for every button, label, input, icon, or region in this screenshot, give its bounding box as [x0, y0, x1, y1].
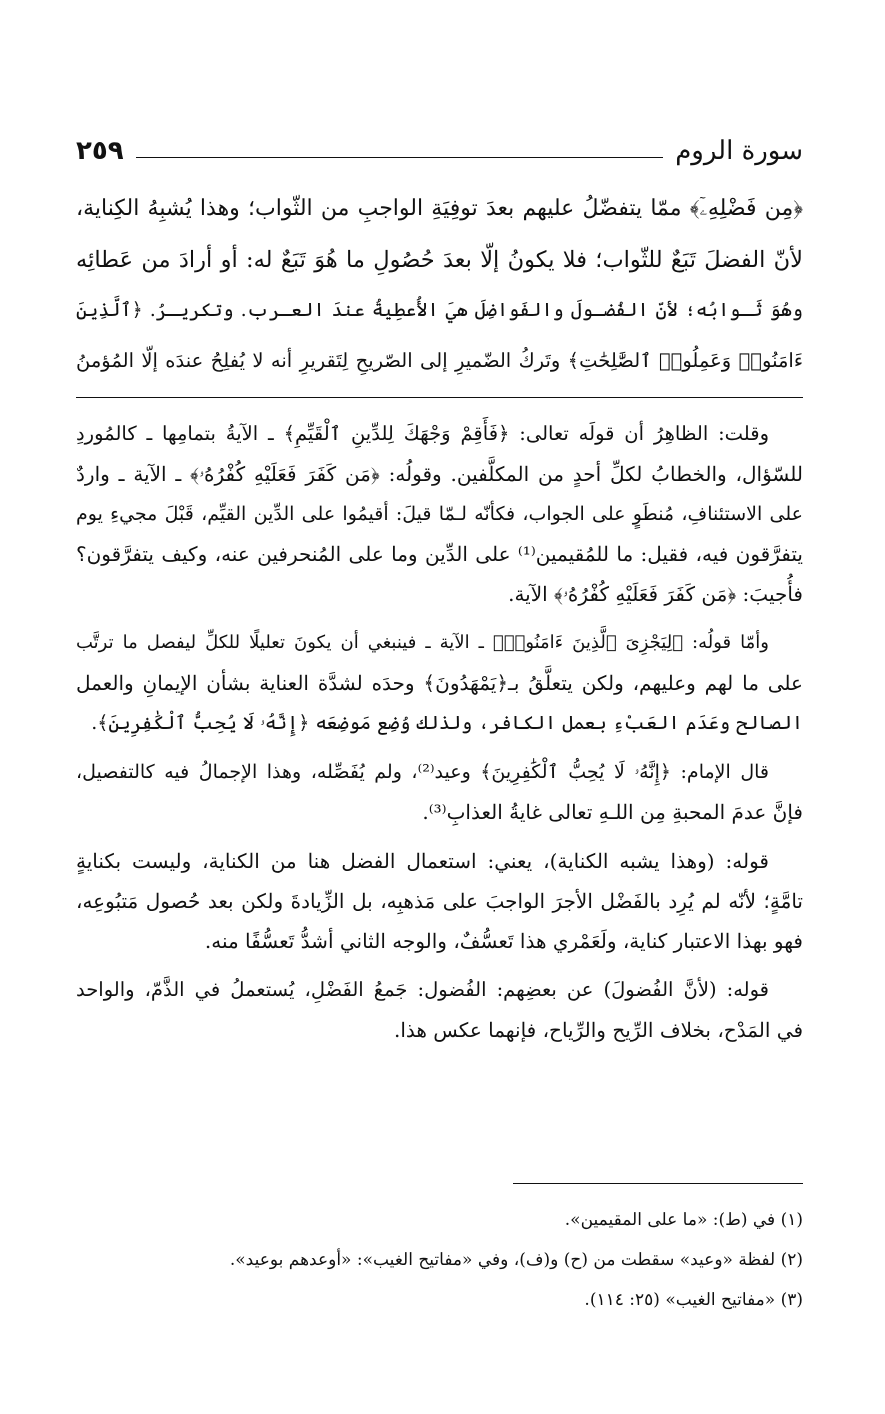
- footnote-rule: [513, 1183, 803, 1184]
- paragraph-line: فإنَّ عدمَ المحبةِ مِن اللـهِ تعالى غايةُ العذابِ⁽³⁾.: [422, 800, 803, 824]
- paragraph-line: على الاستئنافِ، مُنطَوٍ على الجواب، فكأنّه لـمّا قيلَ: أقيمُوا على الدِّين القيِّم، قَبْلَ مجيءِ يوم: [76, 503, 803, 525]
- quote-line: لأنّ الفضلَ تَبَعٌ للثّواب؛ فلا يكونُ إلّا بعدَ حُصُولِ ما هُوَ تَبَعٌ له: أو أرادَ من عَطائِه: [76, 246, 803, 273]
- paragraph-line: قوله: (وهذا يشبه الكناية)، يعني: استعمال الفضل هنا من الكناية، وليست بكنايةٍ: [76, 849, 769, 873]
- commentary-paragraph: [76, 970, 803, 1050]
- commentary-paragraph: [76, 623, 803, 743]
- surah-title: سورة الروم: [675, 136, 803, 166]
- commentary-paragraph: [76, 841, 803, 961]
- quote-line: وهُوَ ثَـوابُه؛ لأنّ الفُضـولَ والفَواضِلَ هيَ الأُعطِيةُ عندَ العـرب. وتكريـرُ. ﴿ٱلَّذِينَ: [76, 299, 803, 321]
- paragraph-line: تامَّةٍ؛ لأنّه لم يُرِد بالفَضْل الأجرَ الواجبَ على مَذهبِه، بل الزِّيادةَ ولكن بعد حُصول مَتبُوعِه،: [76, 889, 803, 913]
- footnote-1: (١) في (ط): «ما على المقيمين».: [564, 1210, 803, 1230]
- commentary-paragraph: [76, 414, 803, 614]
- quoted-text-block: [76, 184, 803, 386]
- paragraph-line: فأُجيبَ: ﴿مَن كَفَرَ فَعَلَيْهِ كُفْرُهُۥ﴾ الآية.: [508, 582, 803, 606]
- paragraph-line: فهو بهذا الاعتبار كناية، ولَعَمْري هذا تَعسُّفٌ، والوجه الثاني أشدُّ تَعسُّفًا منه.: [204, 929, 803, 953]
- paragraph-line: قوله: (لأنَّ الفُضولَ) عن بعضِهم: الفُضول: جَمعُ الفَضْلِ، يُستعملُ في الذَّمّ، والواحد: [76, 978, 769, 1001]
- page-header: [76, 126, 803, 166]
- paragraph-line: وأمّا قولُه: ﴿لِيَجْزِىَ ٱلَّذِينَ ءَامَنُوا۟﴾ ـ الآية ـ فينبغي أن يكونَ تعليلًا للكلِّ ليفصل ما ترتَّب: [76, 632, 769, 653]
- quote-line: ﴿مِن فَضْلِهِۦٓ﴾ ممّا يتفضّلُ عليهم بعدَ توفِيَةِ الواجبِ من الثّواب؛ وهذا يُشبِهُ الكِناية،: [76, 196, 803, 221]
- section-divider: [76, 397, 803, 398]
- footnote-2: (٢) لفظة «وعيد» سقطت من (ح) و(ف)، وفي «مفاتيح الغيب»: «أوعدهم بوعيد».: [229, 1250, 803, 1270]
- header-rule: [136, 157, 664, 158]
- quote-line: ءَامَنُوا۟ وَعَمِلُوا۟ ٱلصَّٰلِحَٰتِ﴾ وتَركُ الضّميرِ إلى الصّريحِ لِتَقريرِ أنه لا يُفلِحُ عندَه إلّا المُؤمنُ: [76, 348, 803, 372]
- paragraph-line: على ما لهم وعليهم، ولكن يتعلَّقُ بـ﴿يَمْهَدُونَ﴾ وحدَه لشدَّة العناية بشأن الإيمانِ والعمل: [76, 671, 803, 695]
- paragraph-line: الصالح وعَدَم العَبْءِ بعمل الكافر، ولذلك وُضِع مَوضِعَه ﴿إِنَّهُۥ لَا يُحِبُّ ٱلْكَٰفِرِينَ﴾.: [91, 712, 803, 734]
- commentary-block: [76, 414, 803, 1059]
- paragraph-line: يتفرَّقون فيه، فقيل: ما للمُقيمين⁽¹⁾ على الدِّين وما على المُنحرفين عنه، وكيف يتفرَّقون؟: [76, 542, 804, 566]
- paragraph-line: قال الإمام: ﴿إِنَّهُۥ لَا يُحِبُّ ٱلْكَٰفِرِينَ﴾ وعيد⁽²⁾، ولم يُفَصِّله، وهذا الإجمالُ فيه كالتفصيل،: [76, 761, 769, 783]
- paragraph-line: وقلت: الظاهِرُ أن قولَه تعالى: ﴿فَأَقِمْ وَجْهَكَ لِلدِّينِ ٱلْقَيِّمِ﴾ ـ الآيةُ بتمامِها ـ كالمُوردِ: [76, 422, 769, 445]
- paragraph-line: في المَدْح، بخلاف الرِّيح والرِّياح، فإنهما عكس هذا.: [393, 1018, 803, 1042]
- commentary-paragraph: [76, 752, 803, 832]
- footnotes: [76, 1200, 803, 1320]
- page-number: ٢٥٩: [76, 136, 124, 166]
- footnote-3: (٣) «مفاتيح الغيب» (٢٥: ١١٤).: [584, 1290, 803, 1310]
- paragraph-line: للسّؤال، والخطابُ لكلِّ أحدٍ من المكلَّفين. وقولُه: ﴿مَن كَفَرَ فَعَلَيْهِ كُفْرُهُۥ﴾ ـ الآية ـ واردٌ: [76, 462, 803, 486]
